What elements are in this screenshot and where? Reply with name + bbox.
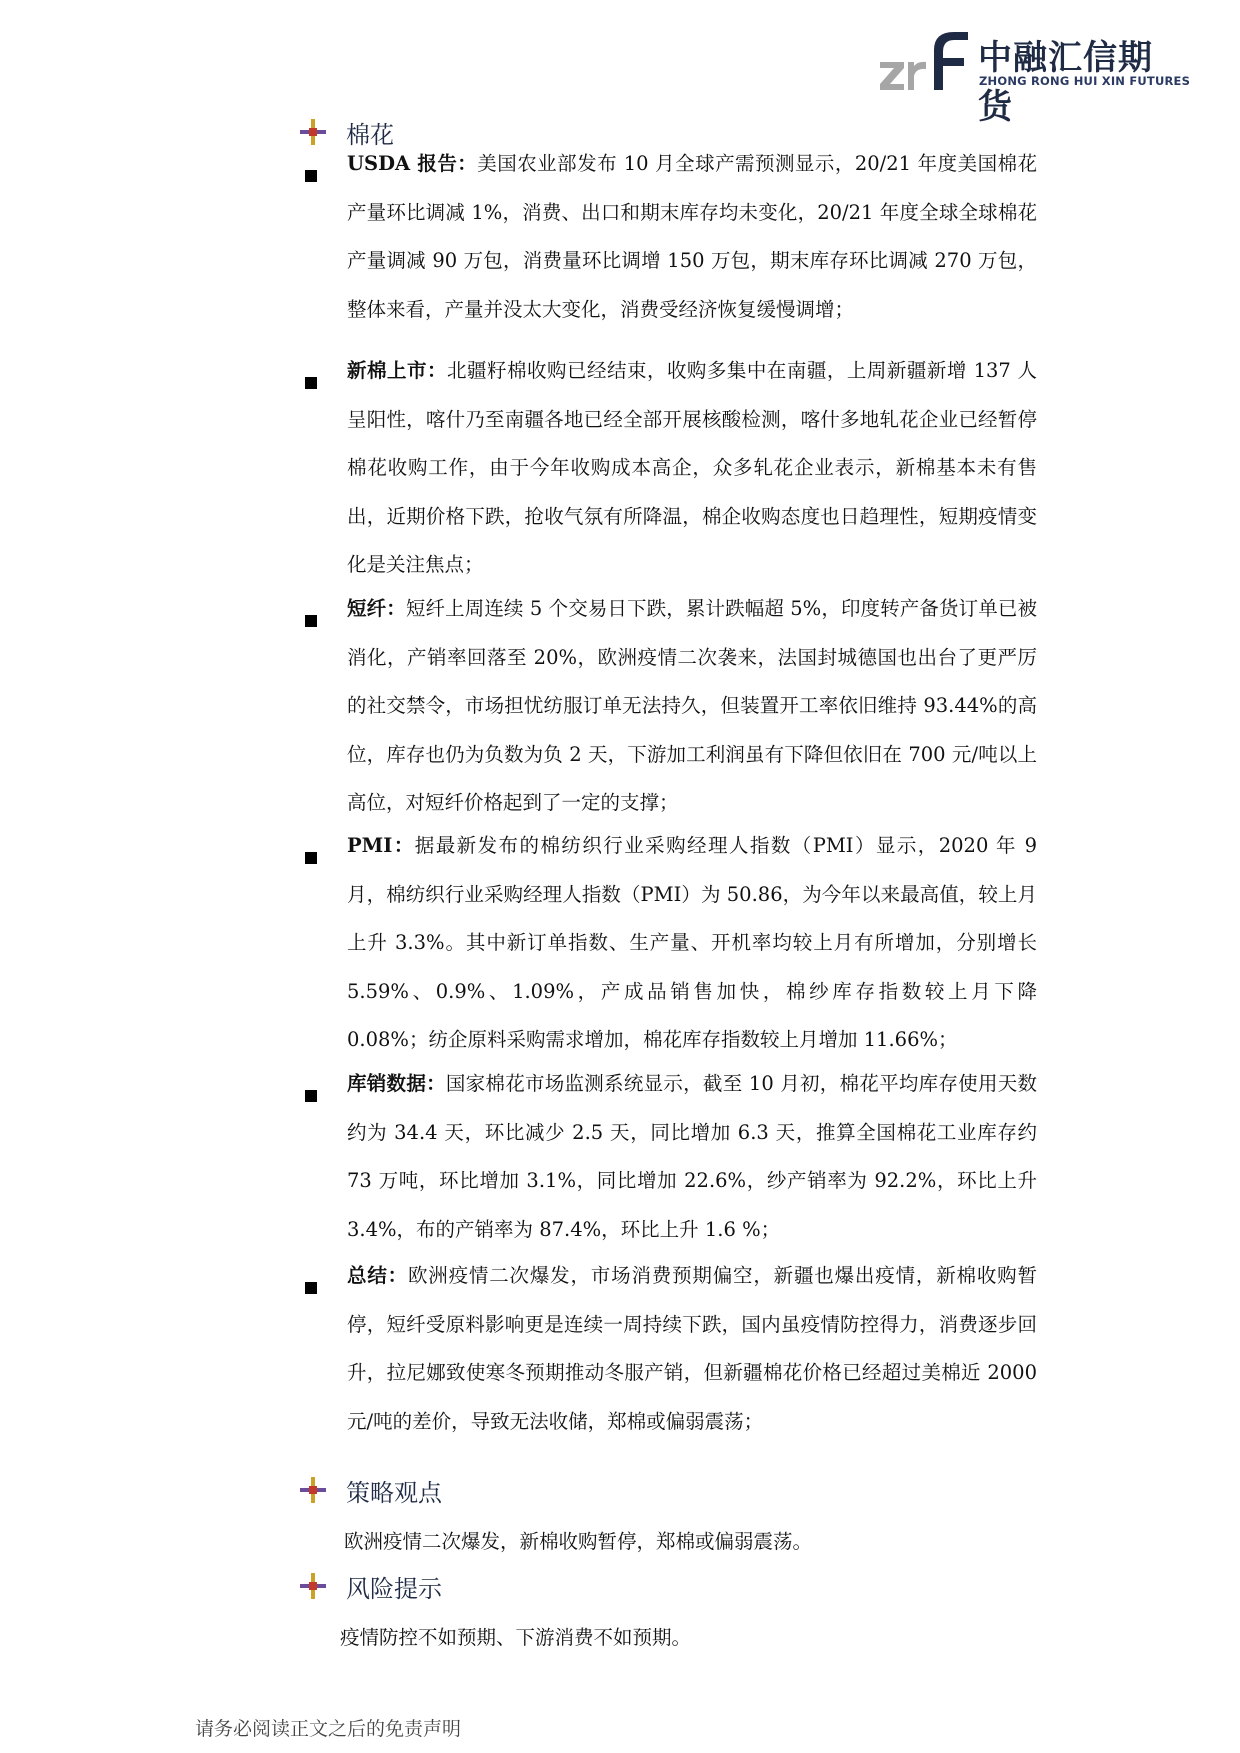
bullet-square-icon	[305, 170, 317, 182]
bullet-square-icon	[305, 1282, 317, 1294]
bullet-paragraph-pmi	[347, 822, 1037, 1065]
bullet-label: 库销数据：	[347, 1072, 446, 1095]
section-title: 策略观点	[346, 1478, 442, 1507]
bullet-label: USDA 报告：	[347, 152, 478, 175]
logo-chinese-name: 中融汇信期货	[978, 38, 1153, 127]
bullet-label: 新棉上市：	[347, 359, 447, 382]
risk-text: 疫情防控不如预期、下游消费不如预期。	[340, 1626, 692, 1649]
logo-english-name: ZHONG RONG HUI XIN FUTURES	[979, 74, 1191, 88]
disclaimer-footer: 请务必阅读正文之后的免责声明	[195, 1718, 462, 1740]
bullet-paragraph-staple-fiber	[347, 585, 1037, 828]
bullet-text: 美国农业部发布 10 月全球产需预测显示，20/21 年度美国棉花产量环比调减 1%，消费、出口和期末库存均未变化，20/21 年度全球全球棉花产量调减 90 万包，消费量环比调增 150 万包，期末库存环比调减 270 万包，整体来看，产量并没太大变化，消费受经济恢复缓慢调增；	[347, 152, 1037, 321]
bullet-square-icon	[305, 615, 317, 627]
section-title: 棉花	[346, 120, 394, 149]
section-heading-risk	[300, 1566, 442, 1606]
bullet-paragraph-new-cotton	[347, 347, 1037, 590]
section-marker-icon	[300, 1477, 326, 1503]
bullet-text: 北疆籽棉收购已经结束，收购多集中在南疆，上周新疆新增 137 人呈阳性，喀什乃至南疆各地已经全部开展核酸检测，喀什多地轧花企业已经暂停棉花收购工作，由于今年收购成本高企，众多轧花企业表示，新棉基本未有售出，近期价格下跌，抢收气氛有所降温，棉企收购态度也日趋理性，短期疫情变化是关注焦点；	[347, 359, 1037, 576]
bullet-text: 据最新发布的棉纺织行业采购经理人指数（PMI）显示，2020 年 9 月，棉纺织行业采购经理人指数（PMI）为 50.86，为今年以来最高值，较上月上升 3.3%。其中新订单指数、生产量、开机率均较上月有所增加，分别增长 5.59%、0.9%、1.09%，产成品销售加快，棉纱库存指数较上月下降 0.08%；纺企原料采购需求增加，棉花库存指数较上月增加 11.66%；	[347, 834, 1037, 1051]
bullet-text: 短纤上周连续 5 个交易日下跌，累计跌幅超 5%，印度转产备货订单已被消化，产销率回落至 20%，欧洲疫情二次袭来，法国封城德国也出台了更严厉的社交禁令，市场担忧纺服订单无法持久，但装置开工率依旧维持 93.44%的高位，库存也仍为负数为负 2 天，下游加工利润虽有下降但依旧在 700 元/吨以上高位，对短纤价格起到了一定的支撑；	[347, 597, 1037, 814]
bullet-label: 总结：	[347, 1264, 408, 1287]
zrf-logo-mark-icon	[878, 26, 974, 94]
bullet-square-icon	[305, 852, 317, 864]
section-heading-strategy	[300, 1470, 442, 1510]
bullet-square-icon	[305, 377, 317, 389]
company-logo	[878, 26, 1191, 127]
bullet-text: 欧洲疫情二次爆发，市场消费预期偏空，新疆也爆出疫情，新棉收购暂停，短纤受原料影响更是连续一周持续下跌，国内虽疫情防控得力，消费逐步回升，拉尼娜致使寒冬预期推动冬服产销，但新疆棉花价格已经超过美棉近 2000 元/吨的差价，导致无法收储，郑棉或偏弱震荡；	[347, 1264, 1037, 1433]
bullet-label: 短纤：	[347, 597, 406, 620]
bullet-label: PMI：	[347, 834, 415, 857]
bullet-paragraph-summary	[347, 1252, 1037, 1446]
section-title: 风险提示	[346, 1574, 442, 1603]
bullet-paragraph-usda	[347, 140, 1037, 334]
bullet-text: 国家棉花市场监测系统显示，截至 10 月初，棉花平均库存使用天数约为 34.4 天，环比减少 2.5 天，同比增加 6.3 天，推算全国棉花工业库存约 73 万吨，环比增加 3.1%，同比增加 22.6%，纱产销率为 92.2%，环比上升 3.4%，布的产销率为 87.4%，环比上升 1.6 %；	[347, 1072, 1037, 1241]
bullet-paragraph-inventory-sales	[347, 1060, 1037, 1254]
section-marker-icon	[300, 119, 326, 145]
section-marker-icon	[300, 1573, 326, 1599]
bullet-square-icon	[305, 1090, 317, 1102]
strategy-text: 欧洲疫情二次爆发，新棉收购暂停，郑棉或偏弱震荡。	[344, 1530, 813, 1553]
